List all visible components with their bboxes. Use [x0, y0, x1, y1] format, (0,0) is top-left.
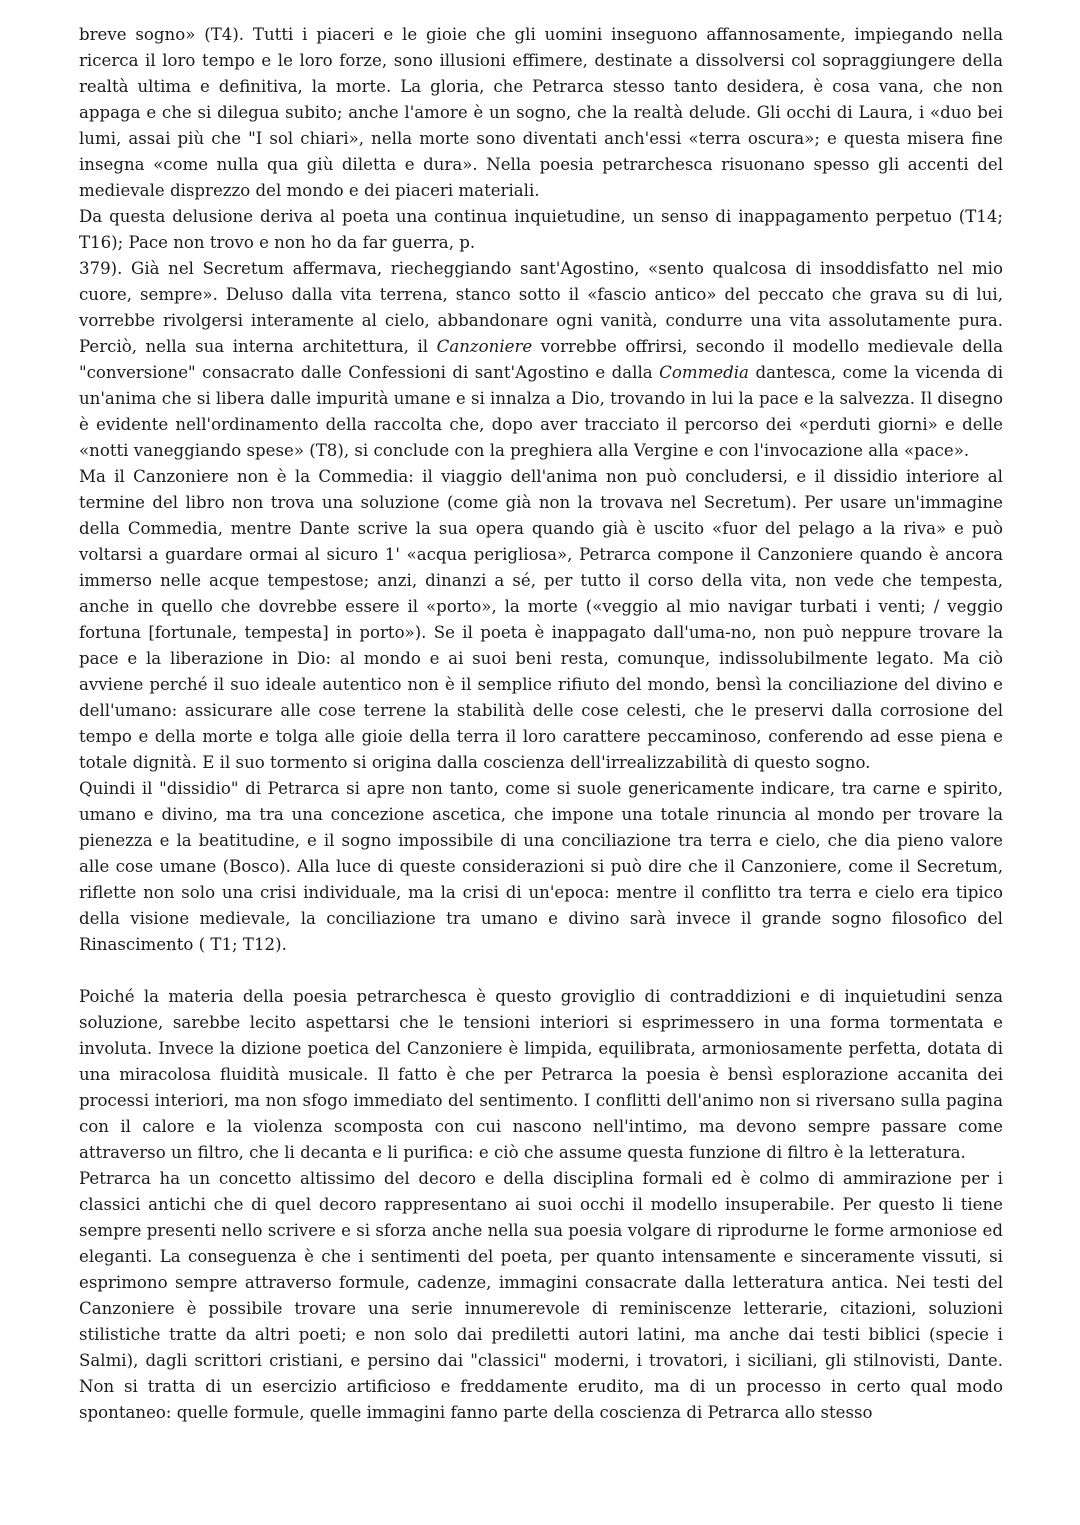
- paragraph-text: Petrarca ha un concetto altissimo del decoro e della disciplina formali ed è colmo di ammirazione per i classici antichi che di quel decoro rappresentano ai suoi occhi il modello insuperabile. Per questo li tiene sempre presenti nello scrivere e si sforza anche nella sua poesia volgare di riprodurne le forme armoniose ed eleganti. La conseguenza è che i sentimenti del poeta, per quanto intensamente e sinceramente vissuti, si esprimono sempre attraverso formule, cadenze, immagini consacrate dalla letteratura antica. Nei testi del Canzoniere è possibile trovare una serie innumerevole di reminiscenze letterarie, citazioni, soluzioni stilistiche tratte da altri poeti; e non solo dai prediletti autori latini, ma anche dai testi biblici (specie i Salmi), dagli scrittori cristiani, e persino dai "classici" moderni, i trovatori, i siciliani, gli stilnovisti, Dante. Non si tratta di un esercizio artificioso e freddamente erudito, ma di un processo in certo qual modo spontaneo: quelle formule, quelle immagini fanno parte della coscienza di Petrarca allo stesso: [79, 1169, 1003, 1422]
- body-paragraph: [79, 776, 1003, 958]
- body-paragraph: [79, 1166, 1003, 1426]
- italic-title-text: Commedia: [659, 363, 749, 382]
- paragraph-text: Da questa delusione deriva al poeta una continua inquietudine, un senso di inappagamento perpetuo (T14; T16); Pace non trovo e non ho da far guerra, p.: [79, 207, 1003, 252]
- paragraph-text: Quindi il "dissidio" di Petrarca si apre non tanto, come si suole genericamente indicare, tra carne e spirito, umano e divino, ma tra una concezione ascetica, che impone una totale rinuncia al mondo per trovare la pienezza e la beatitudine, e il sogno impossibile di una conciliazione tra terra e cielo, che dia pieno valore alle cose umane (Bosco). Alla luce di queste considerazioni si può dire che il Canzoniere, come il Secretum, riflette non solo una crisi individuale, ma la crisi di un'epoca: mentre il conflitto tra terra e cielo era tipico della visione medievale, la conciliazione tra umano e divino sarà invece il grande sogno filosofico del Rinascimento ( T1; T12).: [79, 779, 1003, 954]
- paragraph-text: 379). Già nel Secretum affermava, riecheggiando sant'Agostino, «sento qualcosa di insoddisfatto nel mio cuore, sempre». Deluso dalla vita terrena, stanco sotto il «fascio antico» del peccato che grava su di lui, vorrebbe rivolgersi interamente al cielo, abbandonare ogni vanità, condurre una vita assolutamente pura. Perciò, nella sua interna architettura, il: [79, 259, 1003, 356]
- body-paragraph: [79, 256, 1003, 464]
- body-paragraph: [79, 22, 1003, 204]
- paragraph-text: Poiché la materia della poesia petrarchesca è questo groviglio di contraddizioni e di inquietudini senza soluzione, sarebbe lecito aspettarsi che le tensioni interiori si esprimessero in una forma tormentata e involuta. Invece la dizione poetica del Canzoniere è limpida, equilibrata, armoniosamente perfetta, dotata di una miracolosa fluidità musicale. Il fatto è che per Petrarca la poesia è bensì esplorazione accanita dei processi interiori, ma non sfogo immediato del sentimento. I conflitti dell'animo non si riversano sulla pagina con il calore e la violenza scomposta con cui nascono nell'intimo, ma devono sempre passare come attraverso un filtro, che li decanta e li purifica: e ciò che assume questa funzione di filtro è la letteratura.: [79, 987, 1003, 1162]
- document-page: [79, 22, 1003, 1426]
- paragraph-text: Ma il Canzoniere non è la Commedia: il viaggio dell'anima non può concludersi, e il dissidio interiore al termine del libro non trova una soluzione (come già non la trovava nel Secretum). Per usare un'immagine della Commedia, mentre Dante scrive la sua opera quando già è uscito «fuor del pelago a la riva» e può voltarsi a guardare ormai al sicuro 1' «acqua perigliosa», Petrarca compone il Canzoniere quando è ancora immerso nelle acque tempestose; anzi, dinanzi a sé, per tutto il corso della vita, non vede che tempesta, anche in quello che dovrebbe essere il «porto», la morte («veggio al mio navigar turbati i venti; / veggio fortuna [fortunale, tempesta] in porto»). Se il poeta è inappagato dall'uma-no, non può neppure trovare la pace e la liberazione in Dio: al mondo e ai suoi beni resta, comunque, indissolubilmente legato. Ma ciò avviene perché il suo ideale autentico non è il semplice rifiuto del mondo, bensì la conciliazione del divino e dell'umano: assicurare alle cose terrene la stabilità delle cose celesti, che le preservi dalla corrosione del tempo e della morte e tolga alle gioie della terra il loro carattere peccaminoso, conferendo ad esse piena e totale dignità. E il suo tormento si origina dalla coscienza dell'irrealizzabilità di questo sogno.: [79, 467, 1003, 772]
- body-paragraph: [79, 204, 1003, 256]
- paragraph-text: dantesca, come la vicenda di un'anima che si libera dalle impurità umane e si innalza a Dio, trovando in lui la pace e la salvezza. Il disegno è evidente nell'ordinamento della raccolta che, dopo aver tracciato il percorso dei «perduti giorni» e delle «notti vaneggiando spese» (T8), si conclude con la preghiera alla Vergine e con l'invocazione alla «pace».: [79, 363, 1003, 460]
- italic-title-text: Canzoniere: [436, 337, 533, 356]
- body-paragraph: [79, 984, 1003, 1166]
- paragraph-spacer: [79, 958, 1003, 984]
- paragraph-text: vorrebbe offrirsi, secondo il modello medievale della "conversione" consacrato dalle Confessioni di sant'Agostino e dalla: [79, 337, 1003, 382]
- body-paragraph: [79, 464, 1003, 776]
- paragraph-text: breve sogno» (T4). Tutti i piaceri e le gioie che gli uomini inseguono affannosamente, impiegando nella ricerca il loro tempo e le loro forze, sono illusioni effimere, destinate a dissolversi col sopraggiungere della realtà ultima e definitiva, la morte. La gloria, che Petrarca stesso tanto desidera, è cosa vana, che non appaga e che si dilegua subito; anche l'amore è un sogno, che la realtà delude. Gli occhi di Laura, i «duo bei lumi, assai più che "I sol chiari», nella morte sono diventati anch'essi «terra oscura»; e questa misera fine insegna «come nulla qua giù diletta e dura». Nella poesia petrarchesca risuonano spesso gli accenti del medievale disprezzo del mondo e dei piaceri materiali.: [79, 25, 1003, 200]
